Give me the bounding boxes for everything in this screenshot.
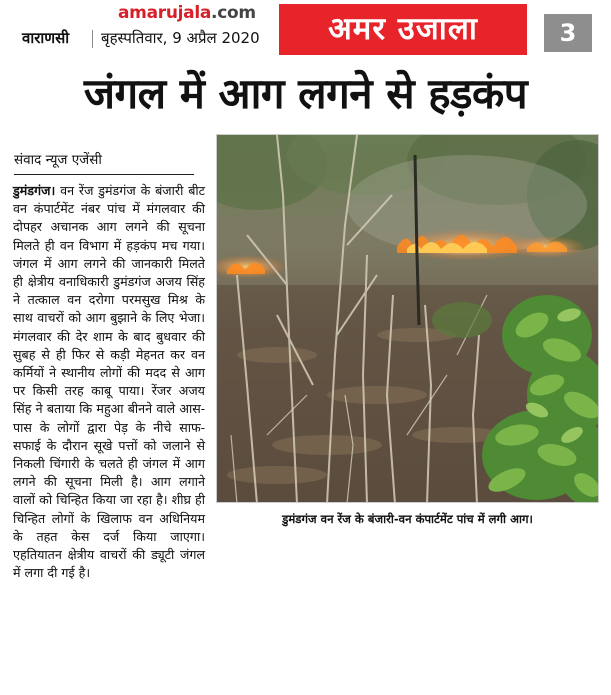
edition-city: वाराणसी (22, 29, 70, 47)
article-dateline: डुमंडगंज। (13, 183, 56, 198)
edition-date: बृहस्पतिवार, 9 अप्रैल 2020 (101, 29, 260, 47)
masthead (0, 0, 611, 62)
site-brand: amarujala (118, 3, 212, 23)
forest-fire-photo (216, 134, 599, 503)
newspaper-logo: अमर उजाला (279, 4, 527, 55)
article-body (13, 182, 205, 582)
article-text: वन रेंज डुमंडगंज के बंजारी बीट वन कंपार्टमेंट नंबर पांच में मंगलवार की दोपहर अचानक आग लगने की सूचना मिलते ही वन विभाग में हड़कंप मच गया। जंगल में आग लगने की जानकारी मिलते ही क्षेत्रीय वनाधिकारी डुमंडगंज अजय सिंह ने तत्काल वन दरोगा परमसुख मिश्र के साथ वाचरों को आग बुझाने के लिए भेजा। मंगलवार की देर शाम के बाद बुधवार की सुबह से ही फिर से कड़ी मेहनत कर वन कर्मियों ने स्थानीय लोगों की मदद से आग पर किसी तरह काबू पाया। रेंजर अजय सिंह ने बताया कि महुआ बीनने वाले आस-पास के लोगों द्वारा पेड़ के नीचे साफ-सफाई के दौरान सूखे पत्तों को जलाने से निकली चिंगारी के चलते ही जंगल में आग लगने की सूचना मिली है। आग लगाने वालों को चिन्हित किया जा रहा है। शीघ्र ही चिन्हित लोगों के खिलाफ वन अधिनियम के तहत केस दर्ज किया जाएगा। एहतियातन क्षेत्रीय वाचरों की ड्यूटी जंगल में लगा दी गई है। (13, 183, 205, 581)
byline: संवाद न्यूज एजेंसी (14, 150, 194, 175)
photo-caption: डुमंडगंज वन रेंज के बंजारी-वन कंपार्टमेंट पांच में लगी आग। (282, 512, 533, 526)
masthead-divider (92, 30, 93, 48)
page-number-badge: 3 (544, 14, 592, 52)
site-url[interactable] (118, 3, 256, 23)
site-domain: .com (211, 3, 256, 23)
article-headline: जंगल में आग लगने से हड़कंप (83, 69, 528, 118)
